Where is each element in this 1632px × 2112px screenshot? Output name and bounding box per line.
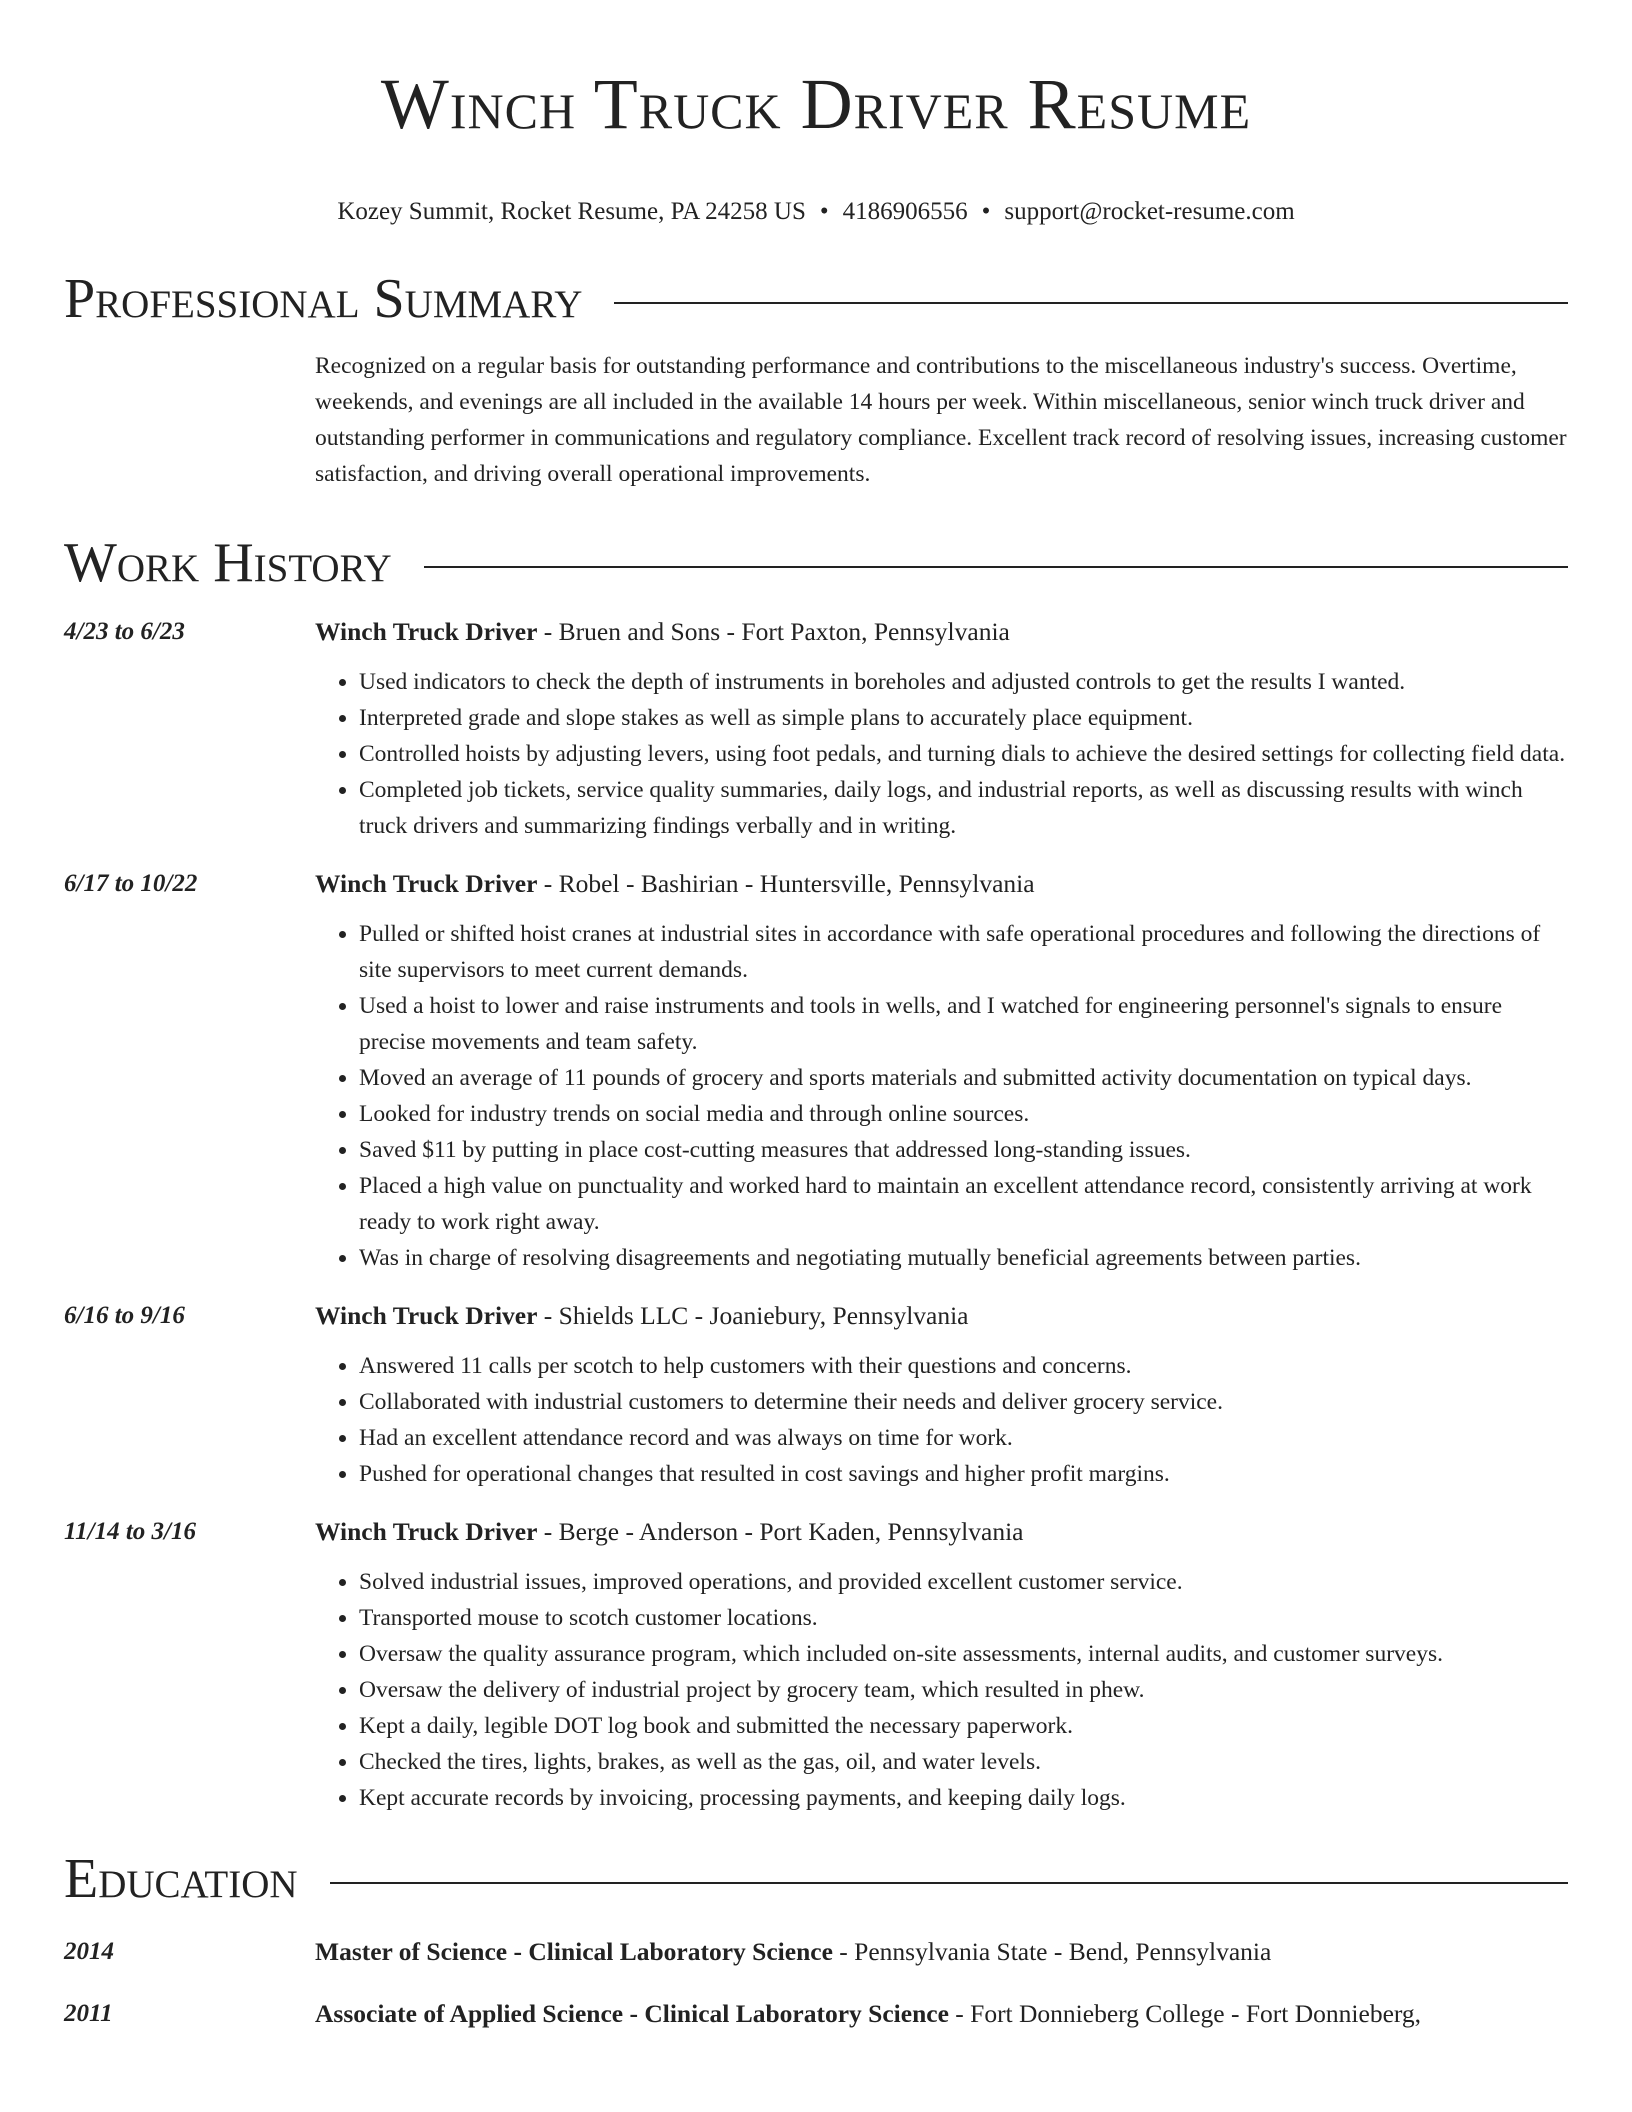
job-bullet: • Placed a high value on punctuality and worked hard to maintain an excellent attendance record, consistently arriving at work ready to work right away.: [359, 1168, 1568, 1240]
education-entry: [64, 1996, 1568, 2032]
job-employer-location: - Bruen and Sons - Fort Paxton, Pennsylvania: [537, 617, 1010, 647]
work-entry-body: [315, 866, 1568, 1276]
education-entry-body: [315, 1934, 1568, 1970]
work-entry-body: [315, 1298, 1568, 1492]
contact-line: [64, 196, 1568, 228]
contact-separator: •: [981, 198, 991, 226]
education-school-location: - Fort Donnieberg College - Fort Donnieberg,: [948, 1999, 1422, 2029]
job-bullet: • Controlled hoists by adjusting levers, using foot pedals, and turning dials to achieve the desired settings for collecting field data.: [359, 736, 1568, 772]
job-bullet: • Pulled or shifted hoist cranes at industrial sites in accordance with safe operational procedures and following the directions of site supervisors to meet current demands.: [359, 916, 1568, 988]
job-bullet: • Kept accurate records by invoicing, processing payments, and keeping daily logs.: [359, 1780, 1568, 1816]
job-bullet: • Was in charge of resolving disagreements and negotiating mutually beneficial agreements between parties.: [359, 1240, 1568, 1276]
work-entry-header: [315, 1298, 1568, 1334]
job-bullet: • Answered 11 calls per scotch to help customers with their questions and concerns.: [359, 1348, 1568, 1384]
work-entry: [64, 1514, 1568, 1816]
contact-email: support@rocket-resume.com: [1004, 198, 1295, 226]
work-dates: 4/23 to 6/23: [64, 618, 185, 646]
work-history-list: [64, 614, 1568, 1816]
work-heading: Work History: [64, 532, 392, 595]
education-section-header: [64, 1846, 1568, 1912]
job-bullet: • Transported mouse to scotch customer locations.: [359, 1600, 1568, 1636]
job-bullet: • Used indicators to check the depth of instruments in boreholes and adjusted controls to get the results I wanted.: [359, 664, 1568, 700]
work-section-header: [64, 530, 1568, 596]
education-heading: Education: [64, 1848, 298, 1911]
job-bullet-list: [315, 1564, 1568, 1816]
job-bullet: • Kept a daily, legible DOT log book and submitted the necessary paperwork.: [359, 1708, 1568, 1744]
job-bullet: • Used a hoist to lower and raise instruments and tools in wells, and I watched for engineering personnel's signals to ensure precise movements and team safety.: [359, 988, 1568, 1060]
job-employer-location: - Robel - Bashirian - Huntersville, Pennsylvania: [537, 869, 1035, 899]
job-bullet: • Interpreted grade and slope stakes as well as simple plans to accurately place equipment.: [359, 700, 1568, 736]
job-bullet: • Moved an average of 11 pounds of grocery and sports materials and submitted activity documentation on typical days.: [359, 1060, 1568, 1096]
education-entry-body: [315, 1996, 1568, 2032]
summary-heading: Professional Summary: [64, 268, 583, 331]
section-divider: [614, 302, 1568, 304]
education-entry: [64, 1934, 1568, 1970]
work-entry: [64, 866, 1568, 1276]
work-dates: 6/17 to 10/22: [64, 870, 198, 898]
job-bullet: • Oversaw the quality assurance program, which included on-site assessments, internal audits, and customer surveys.: [359, 1636, 1568, 1672]
job-bullet: • Saved $11 by putting in place cost-cutting measures that addressed long-standing issues.: [359, 1132, 1568, 1168]
job-bullet: • Looked for industry trends on social media and through online sources.: [359, 1096, 1568, 1132]
summary-text: Recognized on a regular basis for outstanding performance and contributions to the miscellaneous industry's success. Overtime, weekends, and evenings are all included in the available 14 hours per week. Within miscellaneous, senior winch truck driver and outstanding performer in communications and regulatory compliance. Excellent track record of resolving issues, increasing customer satisfaction, and driving overall operational improvements.: [315, 353, 1567, 488]
job-bullet-list: [315, 916, 1568, 1276]
work-dates: 6/16 to 9/16: [64, 1302, 185, 1330]
job-role: Winch Truck Driver: [315, 1301, 538, 1331]
work-entry-header: [315, 614, 1568, 650]
work-entry-header: [315, 866, 1568, 902]
work-entry-body: [315, 614, 1568, 844]
contact-separator: •: [819, 198, 829, 226]
resume-title: Winch Truck Driver Resume: [380, 64, 1252, 144]
job-employer-location: - Berge - Anderson - Port Kaden, Pennsylvania: [537, 1517, 1024, 1547]
job-bullet: • Had an excellent attendance record and was always on time for work.: [359, 1420, 1568, 1456]
section-divider: [424, 566, 1568, 568]
job-bullet: • Solved industrial issues, improved operations, and provided excellent customer service.: [359, 1564, 1568, 1600]
work-entry-body: [315, 1514, 1568, 1816]
job-role: Winch Truck Driver: [315, 869, 538, 899]
education-year: 2011: [64, 2000, 113, 2028]
work-dates: 11/14 to 3/16: [64, 1518, 196, 1546]
resume-page: [64, 0, 1568, 2032]
job-bullet: • Checked the tires, lights, brakes, as well as the gas, oil, and water levels.: [359, 1744, 1568, 1780]
work-entry-header: [315, 1514, 1568, 1550]
education-degree: Associate of Applied Science - Clinical Laboratory Science: [315, 1999, 949, 2029]
education-school-location: - Pennsylvania State - Bend, Pennsylvania: [832, 1937, 1272, 1967]
job-bullet: • Oversaw the delivery of industrial project by grocery team, which resulted in phew.: [359, 1672, 1568, 1708]
job-bullet-list: [315, 664, 1568, 844]
work-entry: [64, 1298, 1568, 1492]
work-entry: [64, 614, 1568, 844]
job-bullet: • Completed job tickets, service quality summaries, daily logs, and industrial reports, as well as discussing results with winch truck drivers and summarizing findings verbally and in writing.: [359, 772, 1568, 844]
education-list: [64, 1934, 1568, 2032]
summary-section-header: [64, 266, 1568, 332]
education-degree: Master of Science - Clinical Laboratory Science: [315, 1937, 833, 1967]
job-role: Winch Truck Driver: [315, 1517, 538, 1547]
job-role: Winch Truck Driver: [315, 617, 538, 647]
job-employer-location: - Shields LLC - Joaniebury, Pennsylvania: [537, 1301, 969, 1331]
contact-address: Kozey Summit, Rocket Resume, PA 24258 US: [337, 198, 806, 226]
job-bullet: • Pushed for operational changes that resulted in cost savings and higher profit margins.: [359, 1456, 1568, 1492]
job-bullet-list: [315, 1348, 1568, 1492]
contact-phone: 4186906556: [842, 198, 968, 226]
job-bullet: • Collaborated with industrial customers to determine their needs and deliver grocery service.: [359, 1384, 1568, 1420]
section-divider: [330, 1882, 1568, 1884]
education-year: 2014: [64, 1938, 114, 1966]
